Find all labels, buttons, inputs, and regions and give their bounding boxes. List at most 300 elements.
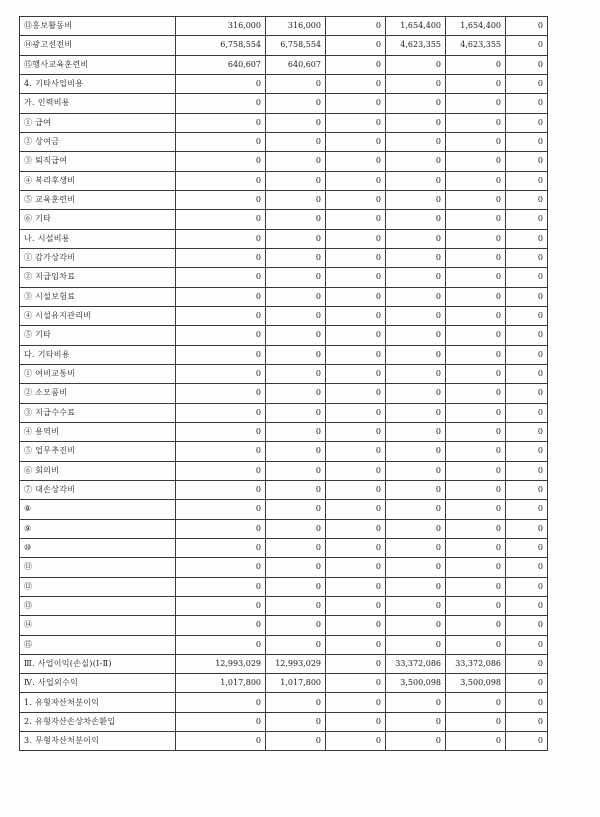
amount-cell: 0: [506, 558, 548, 577]
amount-cell: 0: [386, 287, 446, 306]
amount-cell: 0: [386, 442, 446, 461]
amount-cell: 0: [176, 635, 266, 654]
amount-cell: 0: [446, 480, 506, 499]
amount-cell: 0: [506, 190, 548, 209]
amount-cell: 0: [176, 712, 266, 731]
amount-cell: 0: [386, 345, 446, 364]
table-row: [20, 674, 548, 693]
row-label: ④ 시설유지관리비: [20, 306, 176, 325]
amount-cell: 0: [176, 326, 266, 345]
amount-cell: 0: [266, 74, 326, 93]
amount-cell: 0: [386, 152, 446, 171]
row-label: ② 상여금: [20, 132, 176, 151]
amount-cell: 0: [266, 480, 326, 499]
amount-cell: 0: [446, 345, 506, 364]
row-label: ① 감가상각비: [20, 248, 176, 267]
amount-cell: 0: [506, 500, 548, 519]
row-label: ③ 시설보험료: [20, 287, 176, 306]
amount-cell: 0: [386, 403, 446, 422]
amount-cell: 0: [506, 17, 548, 36]
table-row: [20, 596, 548, 615]
amount-cell: 0: [266, 577, 326, 596]
amount-cell: 1,017,800: [266, 674, 326, 693]
amount-cell: 0: [326, 345, 386, 364]
row-label: 3. 무형자산처분이익: [20, 732, 176, 751]
amount-cell: 0: [386, 422, 446, 441]
amount-cell: 0: [326, 171, 386, 190]
amount-cell: 0: [326, 152, 386, 171]
row-label: 다. 기타비용: [20, 345, 176, 364]
amount-cell: 4,623,355: [386, 36, 446, 55]
row-label: 2. 유형자산손상차손환입: [20, 712, 176, 731]
amount-cell: 0: [446, 693, 506, 712]
amount-cell: 0: [326, 268, 386, 287]
amount-cell: 0: [326, 519, 386, 538]
amount-cell: 12,993,029: [176, 654, 266, 673]
table-row: [20, 635, 548, 654]
amount-cell: 0: [446, 268, 506, 287]
amount-cell: 0: [446, 248, 506, 267]
amount-cell: 0: [266, 132, 326, 151]
row-label: ④ 용역비: [20, 422, 176, 441]
amount-cell: 0: [386, 171, 446, 190]
amount-cell: 0: [446, 55, 506, 74]
amount-cell: 0: [326, 229, 386, 248]
amount-cell: 0: [266, 190, 326, 209]
amount-cell: 0: [386, 210, 446, 229]
amount-cell: 0: [266, 519, 326, 538]
row-label: ① 여비교통비: [20, 364, 176, 383]
amount-cell: 0: [176, 616, 266, 635]
amount-cell: 0: [446, 229, 506, 248]
amount-cell: 0: [176, 693, 266, 712]
table-row: [20, 732, 548, 751]
amount-cell: 0: [386, 384, 446, 403]
row-label: ⑫: [20, 577, 176, 596]
amount-cell: 0: [326, 654, 386, 673]
amount-cell: 0: [176, 94, 266, 113]
amount-cell: 0: [506, 94, 548, 113]
amount-cell: 0: [176, 732, 266, 751]
amount-cell: 0: [176, 248, 266, 267]
table-row: [20, 442, 548, 461]
amount-cell: 0: [506, 345, 548, 364]
amount-cell: 0: [386, 248, 446, 267]
table-row: [20, 229, 548, 248]
amount-cell: 0: [506, 210, 548, 229]
amount-cell: 0: [326, 190, 386, 209]
row-label: ⑭광고선전비: [20, 36, 176, 55]
row-label: Ⅳ. 사업외수익: [20, 674, 176, 693]
amount-cell: 0: [326, 364, 386, 383]
amount-cell: 0: [326, 55, 386, 74]
financial-statement-table: [19, 16, 548, 751]
amount-cell: 316,000: [266, 17, 326, 36]
amount-cell: 0: [176, 113, 266, 132]
amount-cell: 0: [326, 36, 386, 55]
amount-cell: 0: [176, 519, 266, 538]
amount-cell: 0: [176, 345, 266, 364]
amount-cell: 0: [446, 326, 506, 345]
table-row: [20, 94, 548, 113]
amount-cell: 0: [386, 94, 446, 113]
amount-cell: 0: [506, 596, 548, 615]
amount-cell: 0: [446, 287, 506, 306]
amount-cell: 0: [506, 732, 548, 751]
amount-cell: 0: [506, 654, 548, 673]
amount-cell: 0: [506, 55, 548, 74]
amount-cell: 0: [386, 480, 446, 499]
amount-cell: 0: [446, 442, 506, 461]
row-label: ⑤ 교육훈련비: [20, 190, 176, 209]
amount-cell: 6,758,554: [176, 36, 266, 55]
amount-cell: 0: [506, 480, 548, 499]
amount-cell: 0: [326, 712, 386, 731]
amount-cell: 0: [326, 94, 386, 113]
amount-cell: 0: [446, 732, 506, 751]
amount-cell: 0: [506, 403, 548, 422]
amount-cell: 0: [386, 616, 446, 635]
amount-cell: 0: [446, 210, 506, 229]
amount-cell: 0: [326, 538, 386, 557]
amount-cell: 1,017,800: [176, 674, 266, 693]
amount-cell: 0: [266, 345, 326, 364]
amount-cell: 0: [176, 480, 266, 499]
amount-cell: 0: [266, 152, 326, 171]
table-row: [20, 364, 548, 383]
table-row: [20, 654, 548, 673]
table-row: [20, 326, 548, 345]
amount-cell: 0: [446, 152, 506, 171]
amount-cell: 0: [326, 74, 386, 93]
row-label: ② 소모품비: [20, 384, 176, 403]
amount-cell: 0: [266, 635, 326, 654]
amount-cell: 0: [176, 558, 266, 577]
amount-cell: 33,372,086: [446, 654, 506, 673]
table-row: [20, 577, 548, 596]
amount-cell: 0: [386, 500, 446, 519]
row-label: ⑭: [20, 616, 176, 635]
amount-cell: 0: [386, 190, 446, 209]
table-row: [20, 712, 548, 731]
amount-cell: 0: [506, 152, 548, 171]
amount-cell: 0: [326, 577, 386, 596]
table-row: [20, 403, 548, 422]
table-row: [20, 500, 548, 519]
row-label: 나. 시설비용: [20, 229, 176, 248]
amount-cell: 0: [386, 693, 446, 712]
row-label: ⑬홍보활동비: [20, 17, 176, 36]
amount-cell: 316,000: [176, 17, 266, 36]
amount-cell: 0: [386, 132, 446, 151]
amount-cell: 0: [266, 287, 326, 306]
amount-cell: 0: [386, 577, 446, 596]
table-row: [20, 248, 548, 267]
amount-cell: 0: [386, 635, 446, 654]
amount-cell: 0: [266, 538, 326, 557]
amount-cell: 0: [446, 422, 506, 441]
table-row: [20, 306, 548, 325]
amount-cell: 0: [446, 519, 506, 538]
amount-cell: 0: [176, 287, 266, 306]
amount-cell: 1,654,400: [446, 17, 506, 36]
amount-cell: 0: [446, 190, 506, 209]
table-row: [20, 538, 548, 557]
amount-cell: 0: [326, 113, 386, 132]
table-row: [20, 480, 548, 499]
amount-cell: 0: [386, 326, 446, 345]
amount-cell: 0: [386, 306, 446, 325]
amount-cell: 0: [506, 674, 548, 693]
amount-cell: 0: [326, 635, 386, 654]
row-label: ⑬: [20, 596, 176, 615]
amount-cell: 0: [266, 94, 326, 113]
table-row: [20, 268, 548, 287]
amount-cell: 0: [506, 422, 548, 441]
amount-cell: 0: [446, 94, 506, 113]
amount-cell: 0: [176, 384, 266, 403]
amount-cell: 0: [326, 384, 386, 403]
amount-cell: 640,607: [176, 55, 266, 74]
amount-cell: 0: [446, 558, 506, 577]
amount-cell: 0: [266, 616, 326, 635]
amount-cell: 3,500,098: [446, 674, 506, 693]
amount-cell: 0: [176, 577, 266, 596]
table-row: [20, 171, 548, 190]
row-label: ⑤ 업무추진비: [20, 442, 176, 461]
amount-cell: 0: [446, 596, 506, 615]
amount-cell: 0: [446, 577, 506, 596]
table-row: [20, 74, 548, 93]
amount-cell: 0: [506, 229, 548, 248]
amount-cell: 0: [266, 422, 326, 441]
amount-cell: 0: [266, 113, 326, 132]
amount-cell: 0: [176, 74, 266, 93]
amount-cell: 1,654,400: [386, 17, 446, 36]
amount-cell: 0: [446, 712, 506, 731]
amount-cell: 4,623,355: [446, 36, 506, 55]
amount-cell: 0: [446, 74, 506, 93]
table-row: [20, 152, 548, 171]
table-row: [20, 384, 548, 403]
table-row: [20, 287, 548, 306]
row-label: ⑮행사교육훈련비: [20, 55, 176, 74]
amount-cell: 0: [266, 326, 326, 345]
amount-cell: 0: [176, 171, 266, 190]
row-label: ⑪: [20, 558, 176, 577]
amount-cell: 0: [266, 403, 326, 422]
amount-cell: 0: [506, 635, 548, 654]
amount-cell: 0: [506, 132, 548, 151]
amount-cell: 0: [176, 364, 266, 383]
amount-cell: 0: [326, 674, 386, 693]
amount-cell: 0: [506, 36, 548, 55]
amount-cell: 0: [176, 268, 266, 287]
amount-cell: 0: [176, 190, 266, 209]
amount-cell: 0: [326, 326, 386, 345]
amount-cell: 0: [326, 693, 386, 712]
amount-cell: 0: [176, 403, 266, 422]
amount-cell: 0: [266, 596, 326, 615]
amount-cell: 0: [266, 558, 326, 577]
amount-cell: 0: [386, 712, 446, 731]
amount-cell: 0: [506, 364, 548, 383]
table-row: [20, 210, 548, 229]
amount-cell: 0: [266, 693, 326, 712]
row-label: Ⅲ. 사업이익(손실)(Ⅰ-Ⅱ): [20, 654, 176, 673]
table-row: [20, 36, 548, 55]
amount-cell: 0: [506, 74, 548, 93]
amount-cell: 33,372,086: [386, 654, 446, 673]
amount-cell: 0: [506, 461, 548, 480]
row-label: ⑮: [20, 635, 176, 654]
amount-cell: 0: [386, 519, 446, 538]
amount-cell: 0: [176, 442, 266, 461]
amount-cell: 0: [506, 442, 548, 461]
table-row: [20, 55, 548, 74]
table-row: [20, 113, 548, 132]
amount-cell: 0: [266, 732, 326, 751]
amount-cell: 0: [266, 171, 326, 190]
amount-cell: 0: [326, 306, 386, 325]
amount-cell: 0: [326, 732, 386, 751]
amount-cell: 0: [506, 538, 548, 557]
amount-cell: 0: [506, 384, 548, 403]
amount-cell: 0: [176, 210, 266, 229]
amount-cell: 0: [386, 268, 446, 287]
table-row: [20, 190, 548, 209]
table-row: [20, 558, 548, 577]
amount-cell: 0: [266, 500, 326, 519]
row-label: ③ 지급수수료: [20, 403, 176, 422]
amount-cell: 0: [446, 538, 506, 557]
amount-cell: 0: [176, 132, 266, 151]
amount-cell: 0: [446, 113, 506, 132]
amount-cell: 0: [326, 17, 386, 36]
amount-cell: 0: [446, 616, 506, 635]
amount-cell: 0: [446, 364, 506, 383]
amount-cell: 0: [386, 461, 446, 480]
amount-cell: 0: [446, 384, 506, 403]
row-label: ⑩: [20, 538, 176, 557]
amount-cell: 0: [266, 248, 326, 267]
table-row: [20, 422, 548, 441]
amount-cell: 0: [326, 461, 386, 480]
table-row: [20, 693, 548, 712]
amount-cell: 0: [266, 712, 326, 731]
amount-cell: 0: [326, 132, 386, 151]
amount-cell: 3,500,098: [386, 674, 446, 693]
amount-cell: 0: [506, 113, 548, 132]
amount-cell: 0: [266, 442, 326, 461]
row-label: ③ 퇴직급여: [20, 152, 176, 171]
amount-cell: 0: [506, 577, 548, 596]
table-row: [20, 132, 548, 151]
table-row: [20, 519, 548, 538]
row-label: ④ 복리후생비: [20, 171, 176, 190]
row-label: 가. 인력비용: [20, 94, 176, 113]
amount-cell: 0: [176, 538, 266, 557]
amount-cell: 0: [326, 422, 386, 441]
amount-cell: 0: [386, 55, 446, 74]
amount-cell: 0: [506, 306, 548, 325]
amount-cell: 0: [506, 712, 548, 731]
row-label: ⑥ 기타: [20, 210, 176, 229]
row-label: ⑧: [20, 500, 176, 519]
row-label: ⑦ 대손상각비: [20, 480, 176, 499]
amount-cell: 0: [386, 596, 446, 615]
amount-cell: 640,607: [266, 55, 326, 74]
amount-cell: 0: [506, 326, 548, 345]
amount-cell: 0: [326, 403, 386, 422]
amount-cell: 0: [326, 616, 386, 635]
amount-cell: 0: [326, 596, 386, 615]
amount-cell: 0: [506, 616, 548, 635]
amount-cell: 0: [446, 403, 506, 422]
amount-cell: 0: [176, 461, 266, 480]
amount-cell: 0: [386, 74, 446, 93]
amount-cell: 0: [326, 558, 386, 577]
amount-cell: 0: [176, 152, 266, 171]
table-row: [20, 616, 548, 635]
amount-cell: 0: [326, 442, 386, 461]
amount-cell: 0: [266, 210, 326, 229]
amount-cell: 0: [266, 268, 326, 287]
table-body: [20, 17, 548, 751]
row-label: ⑥ 회의비: [20, 461, 176, 480]
amount-cell: 0: [386, 364, 446, 383]
table-row: [20, 17, 548, 36]
amount-cell: 0: [506, 268, 548, 287]
row-label: 1. 유형자산처분이익: [20, 693, 176, 712]
table-row: [20, 345, 548, 364]
amount-cell: 0: [446, 461, 506, 480]
amount-cell: 0: [446, 132, 506, 151]
amount-cell: 0: [266, 229, 326, 248]
amount-cell: 0: [386, 113, 446, 132]
amount-cell: 0: [326, 287, 386, 306]
amount-cell: 0: [446, 306, 506, 325]
amount-cell: 0: [176, 422, 266, 441]
amount-cell: 0: [506, 248, 548, 267]
amount-cell: 0: [446, 635, 506, 654]
amount-cell: 0: [386, 538, 446, 557]
row-label: ① 급여: [20, 113, 176, 132]
row-label: ⑤ 기타: [20, 326, 176, 345]
row-label: ⑨: [20, 519, 176, 538]
amount-cell: 0: [326, 248, 386, 267]
amount-cell: 0: [266, 461, 326, 480]
amount-cell: 0: [266, 384, 326, 403]
row-label: 4. 기타사업비용: [20, 74, 176, 93]
amount-cell: 0: [176, 596, 266, 615]
amount-cell: 0: [176, 500, 266, 519]
amount-cell: 0: [386, 229, 446, 248]
amount-cell: 0: [506, 519, 548, 538]
amount-cell: 0: [506, 287, 548, 306]
amount-cell: 0: [506, 171, 548, 190]
row-label: ② 지급임차료: [20, 268, 176, 287]
amount-cell: 0: [386, 732, 446, 751]
amount-cell: 0: [266, 306, 326, 325]
amount-cell: 0: [176, 306, 266, 325]
amount-cell: 6,758,554: [266, 36, 326, 55]
amount-cell: 0: [506, 693, 548, 712]
amount-cell: 0: [326, 480, 386, 499]
amount-cell: 0: [326, 210, 386, 229]
amount-cell: 0: [266, 364, 326, 383]
amount-cell: 0: [176, 229, 266, 248]
